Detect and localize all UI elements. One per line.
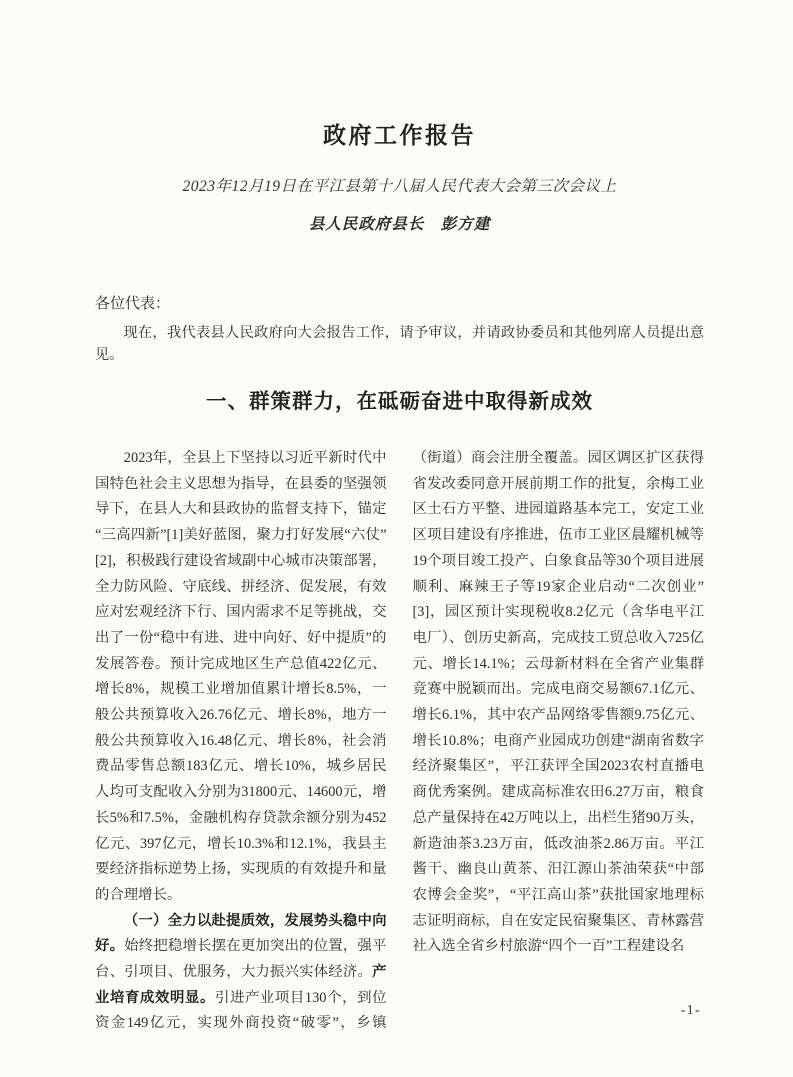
opening-paragraph: 现在，我代表县人民政府向大会报告工作，请予审议，并请政协委员和其他列席人员提出意见。	[95, 325, 704, 363]
meeting-info-line: 2023年12月19日在平江县第十八届人民代表大会第三次会议上	[182, 178, 617, 195]
emphasis-run: 产业培育成效明显。	[95, 964, 387, 1006]
presenter-line: 县人民政府县长 彭方建	[308, 216, 491, 233]
section-heading: 一、群策群力，在砥砺奋进中取得新成效	[206, 391, 593, 413]
body-columns	[95, 446, 704, 1040]
text-run: 2023年，全县上下坚持以习近平新时代中国特色社会主义思想为指导，在县委的坚强领导下，在县人大和县政协的监督支持下，锚定“三高四新”[1]美好蓝图，聚力打好发展“六仗”[2]，积极践行建设省域副中心城市决策部署，全力防风险、守底线、拼经济、促发展，有效应对宏观经济下行、国内需求不足等挑战，交出了一份“稳中有进、进中向好、好中提质”的发展答卷。预计完成地区生产总值422亿元、增长8%，规模工业增加值累计增长8.5%，一般公共预算收入26.76亿元、增长8%，地方一般公共预算收入16.48亿元、增长8%，社会消费品零售总额183亿元、增长10%，城乡居民人均可支配收入分别为31800元、14600元，增长5%和7.5%，金融机构存贷款余额分别为452亿元、397亿元，增长10.3%和12.1%，我县主要经济指标逆势上扬，实现质的有效提升和量的合理增长。	[95, 450, 387, 903]
page-number: -1-	[680, 1002, 701, 1017]
text-run: 引进产业项目130个，到位资金149亿元，实现外商投资“破零”，乡镇（街道）商会注册全覆盖。园区调区扩区获得省发改委同意开展前期工作的批复，余梅工业区土石方平整、进园道路基本完工，安定工业区项目建设有序推进，伍市工业区晨耀机械等19个项目竣工投产、白象食品等30个项目进展顺利、麻辣王子等19家企业启动“二次创业”[3]，园区预计实现税收8.2亿元（含华电平江电厂）、创历史新高，完成技工贸总收入725亿元、增长14.1%；云母新材料在全省产业集群竞赛中脱颖而出。完成电商交易额67.1亿元、增长6.1%，其中农产品网络零售额9.75亿元、增长10.8%；电商产业园成功创建“湖南省数字经济聚集区”，平江获评全国2023农村直播电商优秀案例。建成高标准农田6.27万亩，粮食总产量保持在42万吨以上，出栏生猪90万头，新造油茶3.23万亩，低改油茶2.86万亩。平江酱干、幽良山黄茶、汨江源山茶油荣获“中部农博会金奖”，“平江高山茶”获批国家地理标志证明商标，自在安定民宿聚集区、青林露营社入选全省乡村旅游“四个一百”工程建设名	[95, 450, 704, 1032]
emphasis-run: （一）全力以赴提质效，发展势头稳中向好。	[95, 912, 387, 955]
body-paragraph	[95, 446, 387, 909]
text-run: 始终把稳增长摆在更加突出的位置，强平台、引项目、优服务，大力振兴实体经济。	[95, 938, 387, 981]
document-title: 政府工作报告	[323, 123, 476, 148]
salutation: 各位代表：	[95, 296, 171, 312]
